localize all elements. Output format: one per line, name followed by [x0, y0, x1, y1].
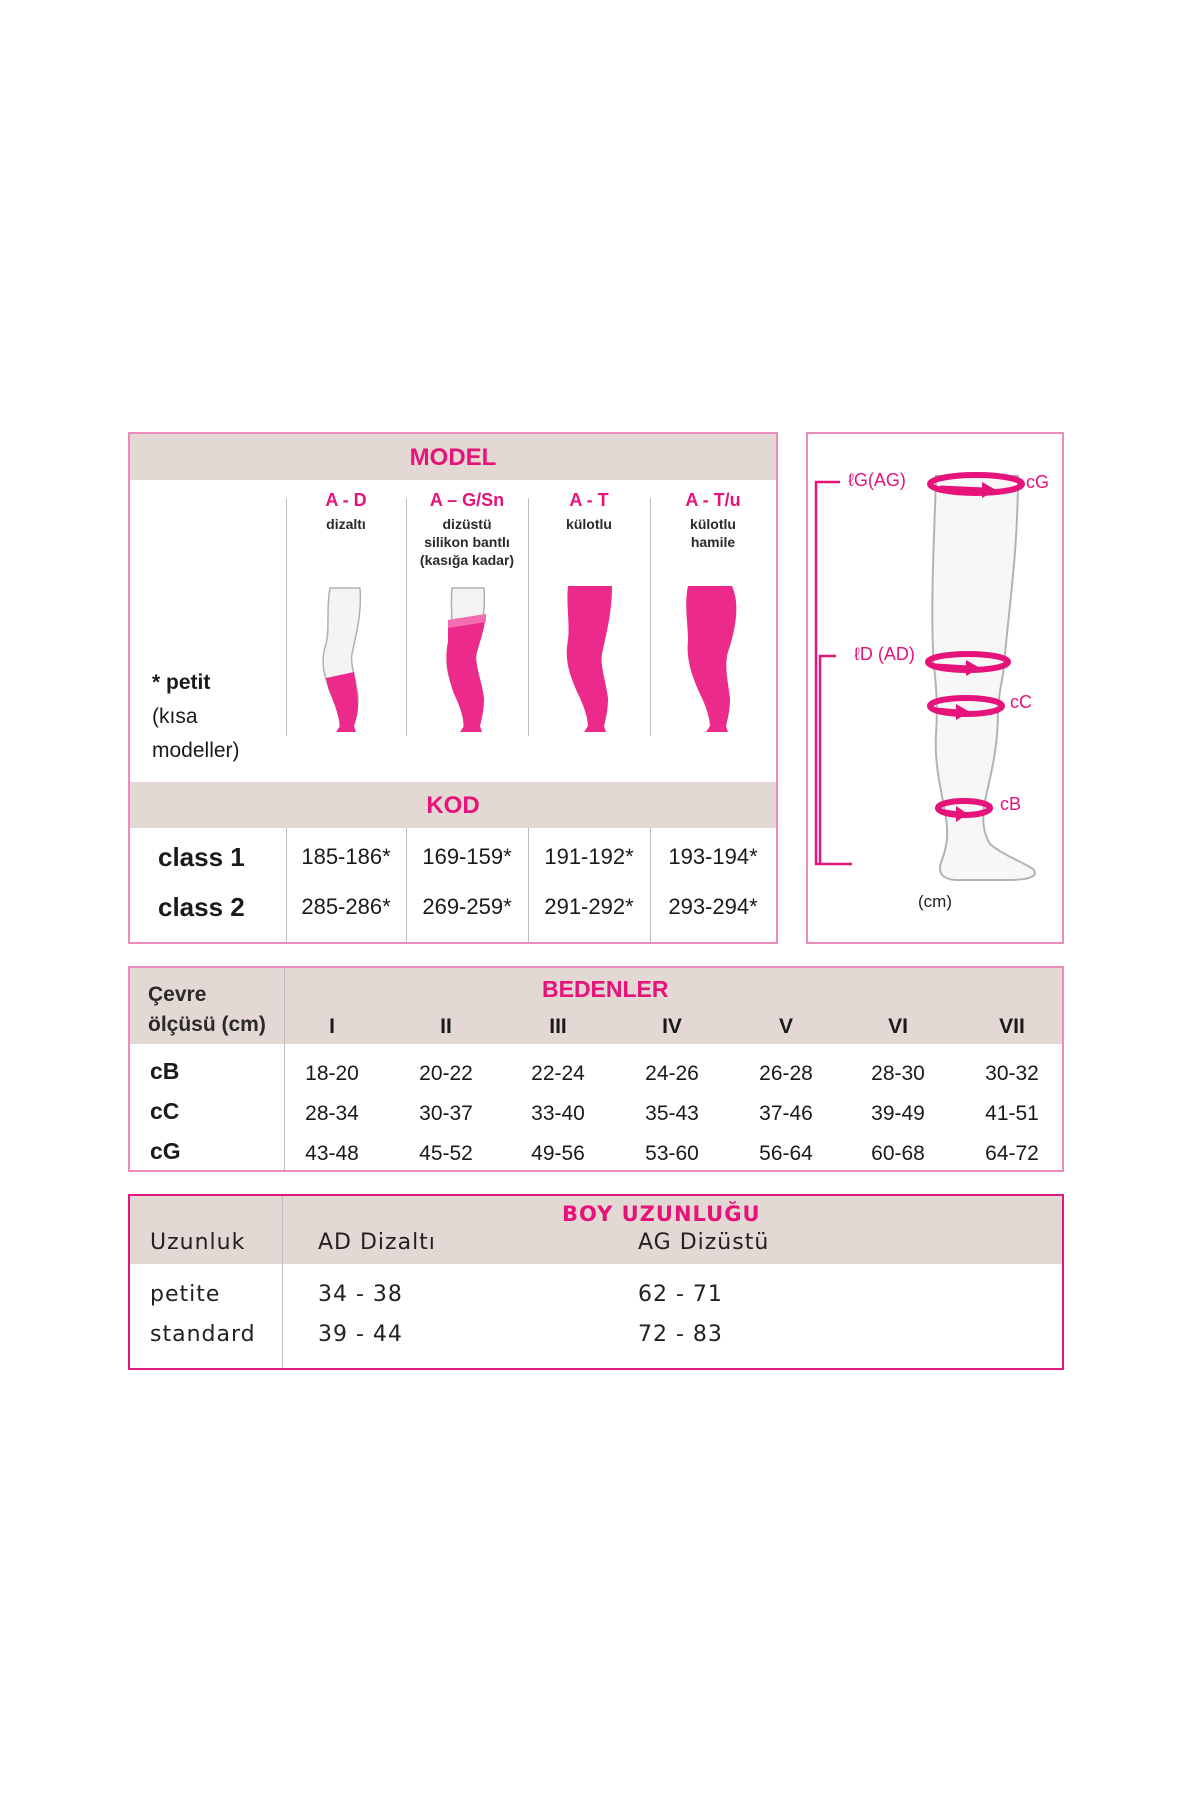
petit-note-line: (kısa: [152, 705, 198, 728]
model-desc: dizüstü: [442, 516, 492, 532]
model-title: MODEL: [409, 444, 497, 471]
model-code: A - T/u: [685, 490, 741, 510]
label-cg: cG: [1026, 472, 1050, 492]
size-column-header: V: [778, 1015, 793, 1038]
model-code: A - T: [569, 490, 609, 510]
size-cell: 20-22: [419, 1062, 473, 1085]
code-cell: 269-259*: [422, 894, 512, 919]
length-ag-bracket: [816, 482, 852, 864]
sizes-header: [130, 968, 1062, 1044]
kod-title: KOD: [426, 792, 480, 819]
size-cell: 43-48: [305, 1142, 359, 1165]
circumference-label-line: ölçüsü (cm): [148, 1013, 266, 1036]
petit-note: [152, 666, 240, 768]
label-cc: cC: [1010, 692, 1032, 712]
model-code: A – G/Sn: [429, 490, 505, 510]
size-column-header: VI: [888, 1015, 908, 1038]
code-cell: 293-294*: [668, 894, 758, 919]
row-label-cc: cC: [150, 1098, 180, 1124]
model-desc: külotlu: [690, 516, 736, 532]
petit-note-line: modeller): [152, 739, 240, 762]
code-cell: 185-186*: [301, 844, 391, 869]
length-header: [130, 1196, 1062, 1264]
leg-measurement-diagram: [806, 432, 1064, 944]
sizes-table: [128, 966, 1064, 1172]
size-cell: 26-28: [759, 1062, 813, 1085]
length-row-label-standard: standard: [150, 1322, 256, 1347]
size-cell: 24-26: [645, 1062, 699, 1085]
class-2-label: class 2: [158, 892, 245, 922]
size-cell: 39-49: [871, 1102, 925, 1125]
size-column-header: IV: [662, 1015, 682, 1038]
unit-label: (cm): [918, 892, 952, 911]
code-cell: 291-292*: [544, 894, 634, 919]
label-ld-ad: ℓD (AD): [854, 644, 915, 664]
size-column-header: III: [549, 1015, 567, 1038]
knee-high-stocking-illustration: [296, 584, 396, 734]
length-header-ag: AG Dizüstü: [638, 1230, 770, 1255]
model-panel: [128, 432, 778, 944]
row-label-cg: cG: [150, 1138, 181, 1164]
size-cell: 30-37: [419, 1102, 473, 1125]
size-cell: 22-24: [531, 1062, 585, 1085]
size-cell: 35-43: [645, 1102, 699, 1125]
petit-note-title: * petit: [152, 671, 211, 694]
size-column-header: II: [440, 1015, 452, 1038]
length-header-ad: AD Dizaltı: [318, 1230, 436, 1255]
model-desc: dizaltı: [326, 516, 366, 532]
row-label-cb: cB: [150, 1058, 180, 1084]
column-divider: [282, 1196, 283, 1368]
code-cell: 285-286*: [301, 894, 391, 919]
label-lg-ag: ℓG(AG): [848, 470, 906, 490]
size-cell: 37-46: [759, 1102, 813, 1125]
length-title: BOY UZUNLUĞU: [562, 1202, 761, 1226]
model-header: [130, 434, 776, 480]
code-cell: 169-159*: [422, 844, 512, 869]
size-cell: 28-34: [305, 1102, 359, 1125]
thigh-high-stocking-illustration: [418, 584, 518, 734]
size-cell: 53-60: [645, 1142, 699, 1165]
size-cell: 56-64: [759, 1142, 813, 1165]
model-desc: hamile: [690, 534, 736, 550]
length-table: [128, 1194, 1064, 1370]
size-cell: 41-51: [985, 1102, 1039, 1125]
length-cell: 72 - 83: [638, 1322, 723, 1347]
column-divider: [650, 828, 651, 942]
kod-header: [130, 782, 776, 828]
size-column-header: VII: [999, 1015, 1025, 1038]
label-cb: cB: [1000, 794, 1022, 814]
code-cell: 191-192*: [544, 844, 634, 869]
class-1-label: class 1: [158, 842, 245, 872]
size-cell: 64-72: [985, 1142, 1039, 1165]
length-cell: 62 - 71: [638, 1282, 723, 1307]
size-cell: 49-56: [531, 1142, 585, 1165]
size-cell: 30-32: [985, 1062, 1039, 1085]
size-cell: 33-40: [531, 1102, 585, 1125]
code-cell: 193-194*: [668, 844, 758, 869]
size-cell: 45-52: [419, 1142, 473, 1165]
pantyhose-illustration: [540, 584, 640, 734]
leg-outline-diagram: [808, 434, 1062, 942]
length-row-label-petite: petite: [150, 1282, 221, 1307]
model-desc: (kasığa kadar): [419, 552, 515, 568]
size-cell: 60-68: [871, 1142, 925, 1165]
size-cell: 18-20: [305, 1062, 359, 1085]
size-column-header: I: [329, 1015, 335, 1038]
size-cell: 28-30: [871, 1062, 925, 1085]
length-cell: 39 - 44: [318, 1322, 403, 1347]
sizes-title: BEDENLER: [542, 976, 669, 1002]
circumference-label-line: Çevre: [148, 983, 207, 1006]
length-header-uzunluk: Uzunluk: [150, 1230, 246, 1255]
model-code: A - D: [325, 490, 367, 510]
length-cell: 34 - 38: [318, 1282, 403, 1307]
model-desc: silikon bantlı: [424, 534, 510, 550]
circumference-label: [148, 980, 266, 1040]
model-desc: külotlu: [566, 516, 612, 532]
length-ad-bracket: [820, 656, 836, 864]
maternity-pantyhose-illustration: [662, 584, 762, 734]
